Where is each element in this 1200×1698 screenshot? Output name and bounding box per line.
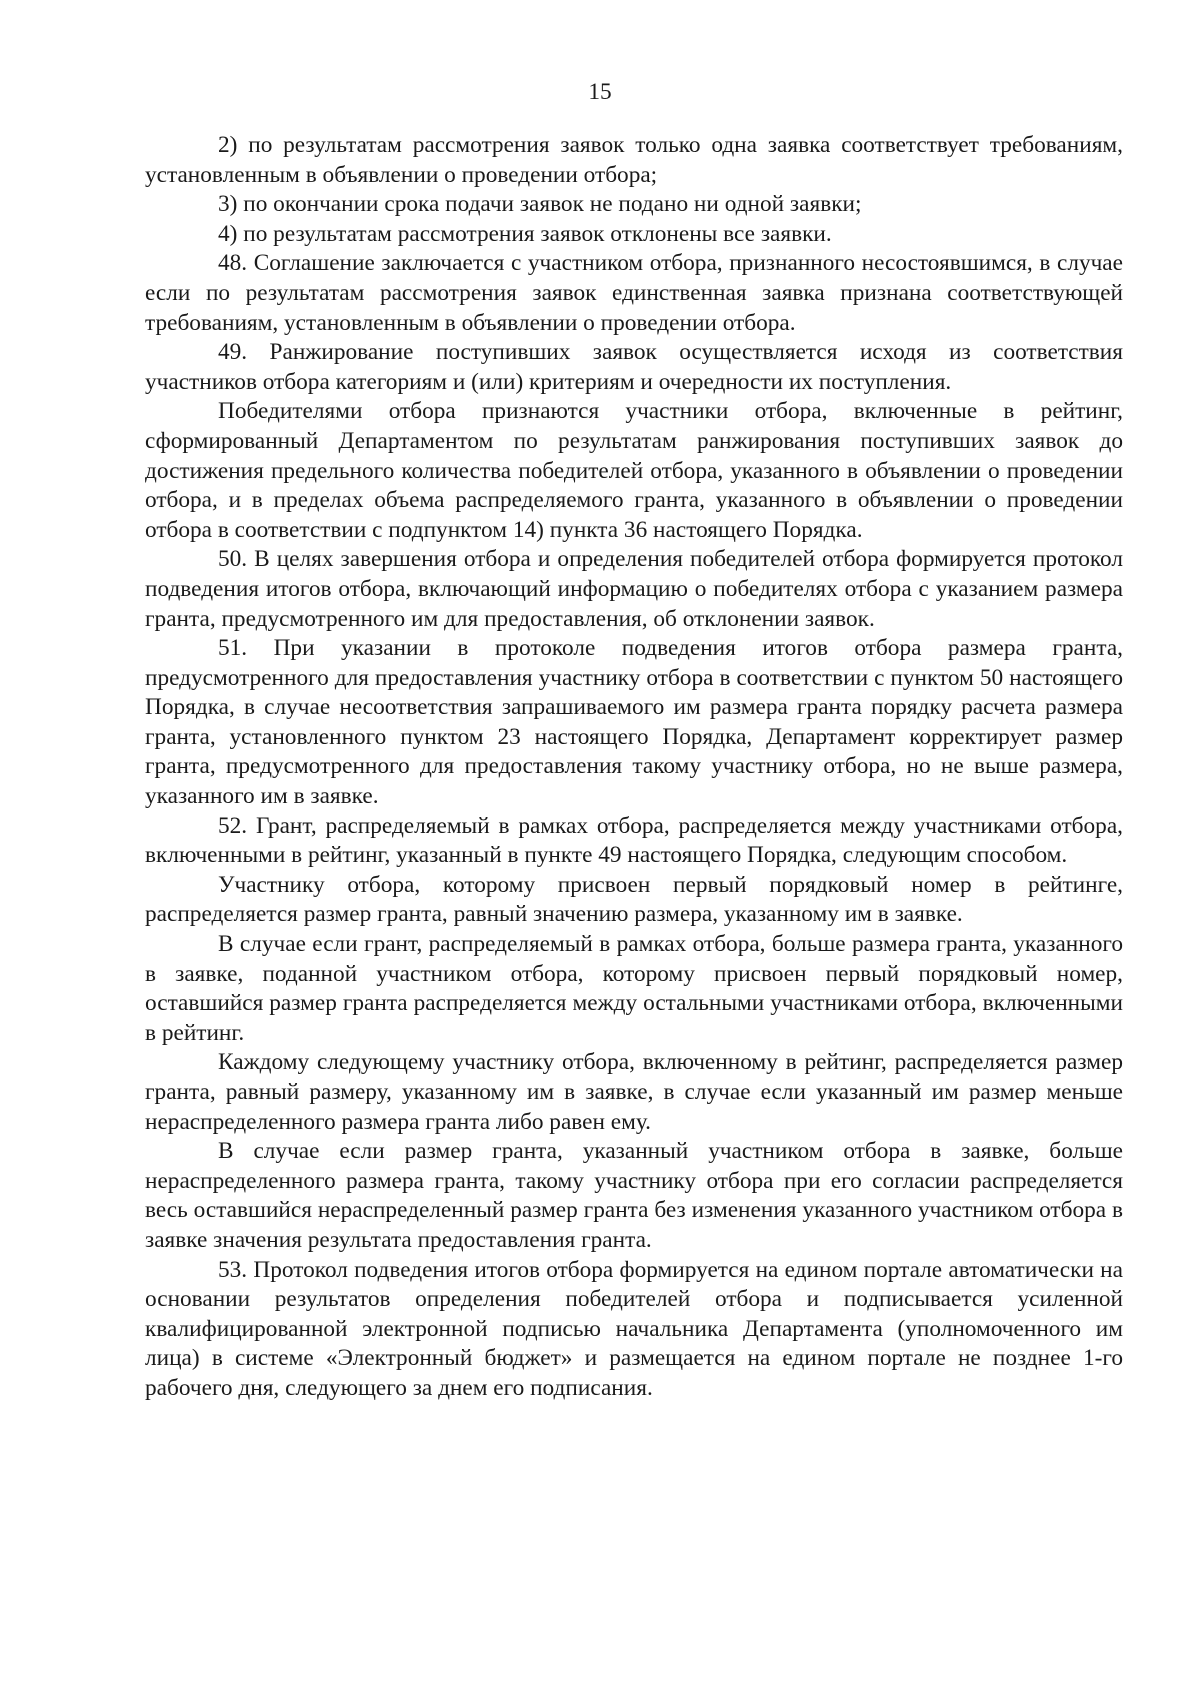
paragraph: В случае если размер гранта, указанный участником отбора в заявке, больше нераспределенного размера гранта, такому участнику отбора при его согласии распределяется весь оставшийся нераспределенный размер гранта без изменения указанного участником отбора в заявке значения результата предоставления гранта. [145, 1138, 1123, 1253]
paragraph: 48. Соглашение заключается с участником отбора, признанного несостоявшимся, в случае если по результатам рассмотрения заявок единственная заявка признана соответствующей требованиям, установленным в объявлении о проведении отбора. [145, 250, 1123, 336]
paragraph: 53. Протокол подведения итогов отбора формируется на едином портале автоматически на основании результатов определения победителей отбора и подписывается усиленной квалифицированной электронной подписью начальника Департамента (уполномоченного им лица) в системе «Электронный бюджет» и размещается на едином портале не позднее 1-го рабочего дня, следующего за днем его подписания. [145, 1256, 1123, 1401]
paragraph: Участнику отбора, которому присвоен первый порядковый номер в рейтинге, распределяется размер гранта, равный значению размера, указанному им в заявке. [145, 871, 1123, 928]
paragraph: 49. Ранжирование поступивших заявок осуществляется исходя из соответствия участников отбора категориям и (или) критериям и очередности их поступления. [145, 339, 1123, 395]
paragraph: 51. При указании в протоколе подведения итогов отбора размера гранта, предусмотренного для предоставления участнику отбора в соответствии с пунктом 50 настоящего Порядка, в случае несоответствия запрашиваемого им размера гранта порядку расчета размера гранта, установленного пунктом 23 настоящего Порядка, Департамент корректирует размер гранта, предусмотренного для предоставления такому участнику отбора, но не выше размера, указанного им в заявке. [145, 635, 1123, 810]
paragraph: 3) по окончании срока подачи заявок не подано ни одной заявки; [218, 191, 862, 218]
paragraph: В случае если грант, распределяемый в рамках отбора, больше размера гранта, указанного в заявке, поданной участником отбора, которому присвоен первый порядковый номер, оставшийся размер гранта распределяется между остальными участниками отбора, включенными в рейтинг. [145, 931, 1123, 1046]
paragraph: Каждому следующему участнику отбора, включенному в рейтинг, распределяется размер гранта, равный размеру, указанному им в заявке, в случае если указанный им размер меньше нераспределенного размера гранта либо равен ему. [145, 1049, 1123, 1135]
page-number: 15 [588, 79, 612, 105]
paragraph: 52. Грант, распределяемый в рамках отбора, распределяется между участниками отбора, включенными в рейтинг, указанный в пункте 49 настоящего Порядка, следующим способом. [145, 812, 1123, 869]
paragraph: 2) по результатам рассмотрения заявок только одна заявка соответствует требованиям, установленным в объявлении о проведении отбора; [145, 132, 1123, 188]
paragraph: 4) по результатам рассмотрения заявок отклонены все заявки. [218, 220, 832, 247]
paragraph: Победителями отбора признаются участники отбора, включенные в рейтинг, сформированный Департаментом по результатам ранжирования поступивших заявок до достижения предельного количества победителей отбора, указанного в объявлении о проведении отбора, и в пределах объема распределяемого гранта, указанного в объявлении о проведении отбора в соответствии с подпунктом 14) пункта 36 настоящего Порядка. [145, 398, 1123, 543]
document-body [145, 131, 1123, 1404]
paragraph: 50. В целях завершения отбора и определения победителей отбора формируется протокол подведения итогов отбора, включающий информацию о победителях отбора с указанием размера гранта, предусмотренного им для предоставления, об отклонении заявок. [145, 546, 1123, 632]
